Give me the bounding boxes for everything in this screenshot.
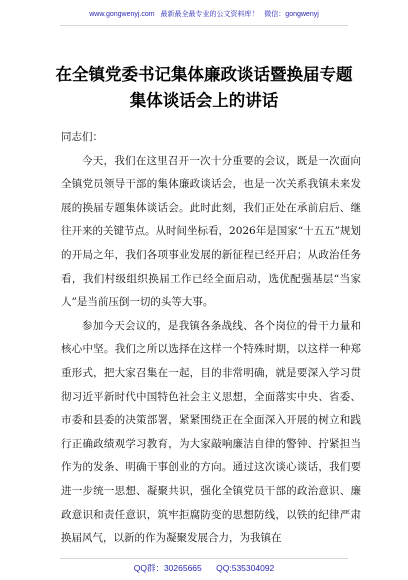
header-divider xyxy=(60,25,348,26)
header-wechat: 微信：gongwenyj xyxy=(264,11,319,18)
header-website-link[interactable]: www.gongwenyj.com xyxy=(89,11,155,18)
footer-qq-number: QQ:535304092 xyxy=(216,563,275,573)
page-header xyxy=(0,9,408,19)
body-paragraph-2: 参加今天会议的，是我镇各条战线、各个岗位的骨干力量和核心中坚。我们之所以选择在这样一个特殊时期，以这样一种郑重形式，把大家召集在一起，目的非常明确，就是要深入学习贯彻习近平新时代中国特色社会主义思想，全面落实中央、省委、市委和县委的决策部署，紧紧围绕正在全面深入开展的树立和践行正确政绩观学习教育，为大家敲响廉洁自律的警钟、拧紧担当作为的发条、明确干事创业的方向。通过这次谈心谈话，我们要进一步统一思想、凝聚共识，强化全镇党员干部的政治意识、廉政意识和责任意识，筑牢拒腐防变的思想防线，以铁的纪律严肃换届风气，以新的作为凝聚发展合力，为我镇在 xyxy=(61,319,361,545)
header-slogan: 最新最全最专业的公文资料库！ xyxy=(160,11,259,18)
salutation: 同志们： xyxy=(61,131,103,143)
title-line-1: 在全镇党委书记集体廉政谈话暨换届专题 xyxy=(55,65,353,84)
footer-qq-group: QQ群：30265665 xyxy=(133,563,202,573)
document-title xyxy=(30,62,378,114)
document-body xyxy=(61,126,361,551)
page-footer xyxy=(0,562,408,574)
title-line-2: 集体谈话会上的讲话 xyxy=(129,91,279,110)
body-paragraph-1: 今天，我们在这里召开一次十分重要的会议，既是一次面向全镇党员领导干部的集体廉政谈话会，也是一次关系我镇未来发展的换届专题集体谈话会。此时此刻，我们正处在承前启后、继往开来的关键节点。从时间坐标看，2026年是国家“十五五”规划的开局之年，我们各项事业发展的新征程已经开启；从政治任务看，我们村级组织换届工作已经全面启动，选优配强基层“当家人”是当前压倒一切的头等大事。 xyxy=(61,154,361,309)
footer-divider xyxy=(60,558,348,559)
